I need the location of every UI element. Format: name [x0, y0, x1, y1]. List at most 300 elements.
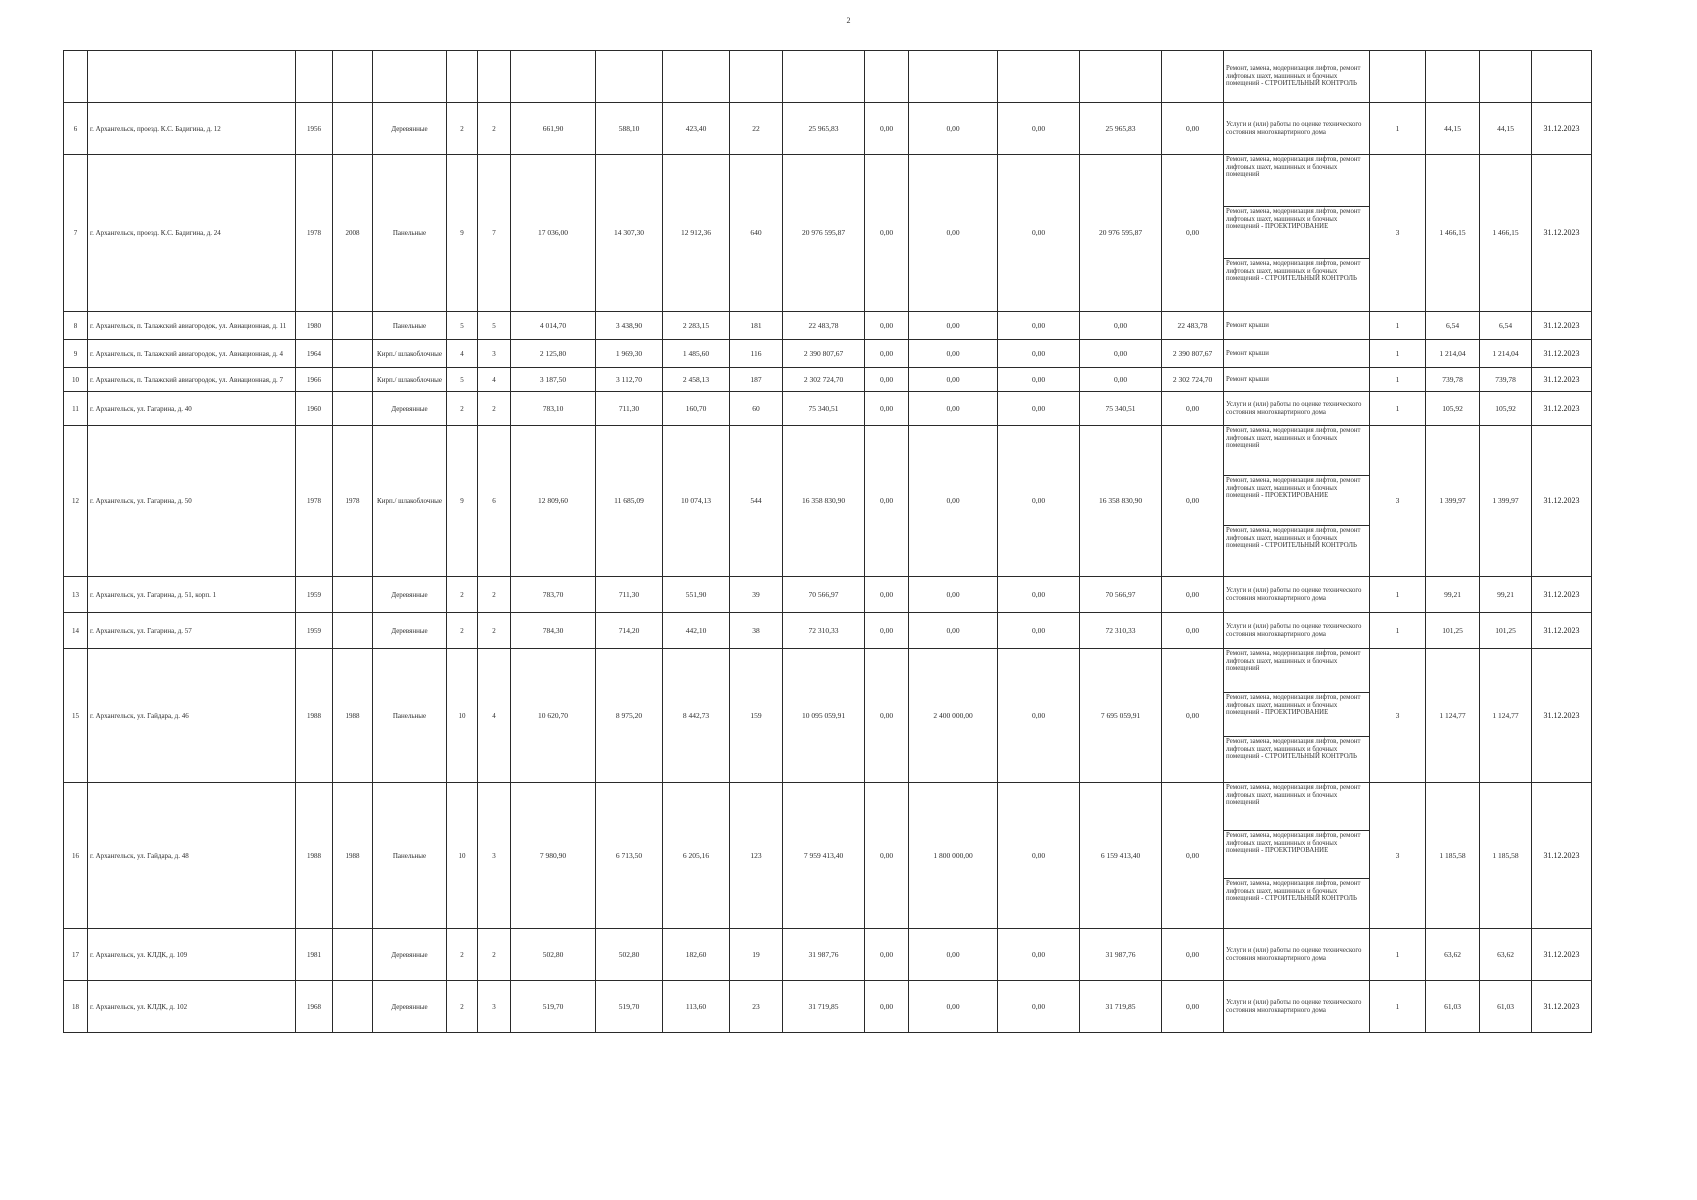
table-cell — [333, 340, 373, 368]
work-type-item: Ремонт, замена, модернизация лифтов, ремонт лифтовых шахт, машинных и блочных помещений - ПРОЕКТИРОВАНИЕ — [1224, 831, 1369, 879]
table-cell: 1 485,60 — [663, 340, 730, 368]
table-cell: 63,62 — [1480, 929, 1532, 981]
table-cell: 2 302 724,70 — [1162, 368, 1224, 392]
table-cell: 8 975,20 — [596, 649, 663, 783]
table-cell: 1 — [1370, 368, 1426, 392]
work-type-cell — [1224, 783, 1370, 929]
table-cell: 0,00 — [865, 340, 909, 368]
table-cell: 11 685,09 — [596, 426, 663, 577]
address-cell: г. Архангельск, ул. Гайдара, д. 48 — [88, 783, 296, 929]
table-cell: 44,15 — [1480, 103, 1532, 155]
address-cell: г. Архангельск, проезд. К.С. Бадигина, д. 24 — [88, 155, 296, 312]
work-type-cell — [1224, 312, 1370, 340]
table-cell: 0,00 — [865, 981, 909, 1033]
table-cell: 2 — [447, 103, 478, 155]
table-cell: 2 — [478, 929, 511, 981]
table-cell: 0,00 — [1162, 783, 1224, 929]
deadline-cell: 31.12.2023 — [1532, 392, 1592, 426]
table-row — [64, 613, 1592, 649]
table-cell: 423,40 — [663, 103, 730, 155]
table-cell: 5 — [447, 368, 478, 392]
table-cell: 0,00 — [1162, 392, 1224, 426]
table-row — [64, 340, 1592, 368]
table-cell — [730, 51, 783, 103]
table-row — [64, 312, 1592, 340]
table-cell: 0,00 — [865, 577, 909, 613]
table-cell: 5 — [447, 312, 478, 340]
table-cell: 17 — [64, 929, 88, 981]
table-cell: 1 — [1370, 103, 1426, 155]
table-cell: 0,00 — [865, 312, 909, 340]
table-cell: 3 — [1370, 155, 1426, 312]
table-cell — [333, 51, 373, 103]
table-cell: 10 095 059,91 — [783, 649, 865, 783]
table-cell: 2 — [447, 392, 478, 426]
table-cell: 0,00 — [1162, 613, 1224, 649]
table-cell: 4 014,70 — [511, 312, 596, 340]
table-cell: 0,00 — [909, 929, 998, 981]
table-cell: 711,30 — [596, 577, 663, 613]
table-cell: 0,00 — [909, 368, 998, 392]
work-type-item: Ремонт, замена, модернизация лифтов, ремонт лифтовых шахт, машинных и блочных помещений — [1224, 155, 1369, 207]
work-type-cell — [1224, 613, 1370, 649]
work-type-item: Ремонт, замена, модернизация лифтов, ремонт лифтовых шахт, машинных и блочных помещений - СТРОИТЕЛЬНЫЙ КОНТРОЛЬ — [1226, 527, 1361, 549]
table-cell: 6 205,16 — [663, 783, 730, 929]
address-cell: г. Архангельск, п. Талажский авиагородок, ул. Авиационная, д. 4 — [88, 340, 296, 368]
work-type-cell — [1224, 340, 1370, 368]
table-cell: 15 — [64, 649, 88, 783]
table-cell — [783, 51, 865, 103]
table-cell: 1 466,15 — [1426, 155, 1480, 312]
table-cell: 16 358 830,90 — [783, 426, 865, 577]
table-cell: 2 — [447, 981, 478, 1033]
address-cell: г. Архангельск, ул. Гайдара, д. 46 — [88, 649, 296, 783]
table-cell: 1956 — [296, 103, 333, 155]
table-cell: 23 — [730, 981, 783, 1033]
table-cell: 1988 — [333, 649, 373, 783]
work-type-item: Ремонт крыши — [1226, 349, 1269, 357]
table-cell: 3 — [1370, 426, 1426, 577]
table-cell: 20 976 595,87 — [783, 155, 865, 312]
table-cell: 3 438,90 — [596, 312, 663, 340]
table-cell: 739,78 — [1480, 368, 1532, 392]
table-cell: 70 566,97 — [1080, 577, 1162, 613]
table-cell — [64, 51, 88, 103]
table-cell: 2 — [478, 392, 511, 426]
table-cell: 4 — [478, 649, 511, 783]
table-cell: 714,20 — [596, 613, 663, 649]
table-cell: 1960 — [296, 392, 333, 426]
address-cell: г. Архангельск, ул. Гагарина, д. 50 — [88, 426, 296, 577]
table-cell: 1964 — [296, 340, 333, 368]
table-cell: 101,25 — [1480, 613, 1532, 649]
work-type-item: Ремонт, замена, модернизация лифтов, ремонт лифтовых шахт, машинных и блочных помещений — [1224, 426, 1369, 476]
table-cell: 0,00 — [865, 613, 909, 649]
work-type-item: Ремонт, замена, модернизация лифтов, ремонт лифтовых шахт, машинных и блочных помещений - СТРОИТЕЛЬНЫЙ КОНТРОЛЬ — [1226, 65, 1361, 88]
work-type-item: Ремонт, замена, модернизация лифтов, ремонт лифтовых шахт, машинных и блочных помещений - ПРОЕКТИРОВАНИЕ — [1224, 207, 1369, 259]
table-cell: 784,30 — [511, 613, 596, 649]
table-cell: 0,00 — [998, 392, 1080, 426]
table-cell: 3 — [1370, 783, 1426, 929]
table-cell: 31 987,76 — [1080, 929, 1162, 981]
table-cell: 0,00 — [998, 426, 1080, 577]
page-number: 2 — [846, 16, 851, 25]
table-cell: 783,70 — [511, 577, 596, 613]
table-cell — [373, 51, 447, 103]
table-cell: 661,90 — [511, 103, 596, 155]
table-cell: Панельные — [373, 649, 447, 783]
table-cell: 1 — [1370, 340, 1426, 368]
table-cell: 0,00 — [998, 577, 1080, 613]
table-cell: 25 965,83 — [1080, 103, 1162, 155]
table-cell: 16 358 830,90 — [1080, 426, 1162, 577]
table-cell: 2 — [478, 613, 511, 649]
table-cell: 0,00 — [1162, 981, 1224, 1033]
work-type-cell — [1224, 649, 1370, 783]
table-cell: 2 — [447, 929, 478, 981]
table-cell: 22 483,78 — [1162, 312, 1224, 340]
table-cell: 61,03 — [1426, 981, 1480, 1033]
table-cell: 6 713,50 — [596, 783, 663, 929]
table-cell: 60 — [730, 392, 783, 426]
table-cell: 1 214,04 — [1480, 340, 1532, 368]
table-cell — [1426, 51, 1480, 103]
deadline-cell — [1532, 51, 1592, 103]
work-type-item: Ремонт, замена, модернизация лифтов, ремонт лифтовых шахт, машинных и блочных помещений — [1224, 649, 1369, 693]
table-cell: 105,92 — [1426, 392, 1480, 426]
table-cell: 9 — [447, 426, 478, 577]
table-cell: 1 124,77 — [1480, 649, 1532, 783]
table-cell: 519,70 — [596, 981, 663, 1033]
work-type-cell — [1224, 155, 1370, 312]
table-cell: 105,92 — [1480, 392, 1532, 426]
deadline-cell: 31.12.2023 — [1532, 981, 1592, 1033]
table-cell: 1 — [1370, 577, 1426, 613]
table-cell: 4 — [447, 340, 478, 368]
table-cell: 0,00 — [1162, 426, 1224, 577]
table-cell: 10 — [447, 783, 478, 929]
deadline-cell: 31.12.2023 — [1532, 340, 1592, 368]
table-cell: Деревянные — [373, 577, 447, 613]
table-cell: 519,70 — [511, 981, 596, 1033]
work-type-item: Ремонт, замена, модернизация лифтов, ремонт лифтовых шахт, машинных и блочных помещений - ПРОЕКТИРОВАНИЕ — [1224, 476, 1369, 526]
table-cell: 2 — [478, 103, 511, 155]
table-cell: 16 — [64, 783, 88, 929]
table-row — [64, 981, 1592, 1033]
table-cell — [663, 51, 730, 103]
table-cell — [1370, 51, 1426, 103]
address-cell: г. Архангельск, ул. КЛДК, д. 109 — [88, 929, 296, 981]
table-cell: 4 — [478, 368, 511, 392]
table-cell: 7 — [64, 155, 88, 312]
table-cell: 8 — [64, 312, 88, 340]
table-cell: 123 — [730, 783, 783, 929]
table-cell: 44,15 — [1426, 103, 1480, 155]
deadline-cell: 31.12.2023 — [1532, 649, 1592, 783]
table-cell: 0,00 — [909, 981, 998, 1033]
deadline-cell: 31.12.2023 — [1532, 426, 1592, 577]
table-cell: 1 185,58 — [1426, 783, 1480, 929]
work-type-cell — [1224, 929, 1370, 981]
work-type-item: Ремонт, замена, модернизация лифтов, ремонт лифтовых шахт, машинных и блочных помещений - СТРОИТЕЛЬНЫЙ КОНТРОЛЬ — [1226, 880, 1361, 902]
table-cell: 10 074,13 — [663, 426, 730, 577]
work-type-item: Ремонт, замена, модернизация лифтов, ремонт лифтовых шахт, машинных и блочных помещений — [1224, 783, 1369, 831]
table-cell: 0,00 — [909, 577, 998, 613]
table-cell: 2 — [447, 613, 478, 649]
table-cell: 1959 — [296, 577, 333, 613]
address-cell: г. Архангельск, ул. Гагарина, д. 40 — [88, 392, 296, 426]
table-cell: 0,00 — [1162, 103, 1224, 155]
table-cell: 99,21 — [1426, 577, 1480, 613]
table-cell: 6 — [64, 103, 88, 155]
table-cell: 551,90 — [663, 577, 730, 613]
deadline-cell: 31.12.2023 — [1532, 103, 1592, 155]
table-cell: 20 976 595,87 — [1080, 155, 1162, 312]
table-cell: 1 969,30 — [596, 340, 663, 368]
table-cell — [333, 103, 373, 155]
table-cell — [865, 51, 909, 103]
table-cell: 3 — [478, 981, 511, 1033]
table-cell: Кирп./ шлакоблочные — [373, 426, 447, 577]
address-cell — [88, 51, 296, 103]
table-cell: 0,00 — [909, 613, 998, 649]
table-cell: 0,00 — [909, 392, 998, 426]
table-cell: 544 — [730, 426, 783, 577]
table-cell: 502,80 — [511, 929, 596, 981]
table-cell: 1 — [1370, 613, 1426, 649]
table-cell: 1 185,58 — [1480, 783, 1532, 929]
table-cell: 187 — [730, 368, 783, 392]
table-cell: 9 — [64, 340, 88, 368]
table-cell: 6 159 413,40 — [1080, 783, 1162, 929]
table-cell: 1 399,97 — [1480, 426, 1532, 577]
table-cell: 10 — [447, 649, 478, 783]
table-cell: 1988 — [296, 649, 333, 783]
table-cell: 0,00 — [865, 783, 909, 929]
table-row — [64, 426, 1592, 577]
address-cell: г. Архангельск, ул. Гагарина, д. 51, корп. 1 — [88, 577, 296, 613]
table-cell: 3 — [1370, 649, 1426, 783]
table-cell: 0,00 — [909, 312, 998, 340]
table-cell: 442,10 — [663, 613, 730, 649]
table-cell — [511, 51, 596, 103]
table-cell — [478, 51, 511, 103]
table-cell: 2 390 807,67 — [1162, 340, 1224, 368]
table-cell — [333, 981, 373, 1033]
table-cell: 7 959 413,40 — [783, 783, 865, 929]
table-cell: 18 — [64, 981, 88, 1033]
table-cell: Панельные — [373, 783, 447, 929]
table-cell: 0,00 — [998, 783, 1080, 929]
table-cell: 7 695 059,91 — [1080, 649, 1162, 783]
table-row — [64, 929, 1592, 981]
table-row — [64, 103, 1592, 155]
table-cell: Деревянные — [373, 981, 447, 1033]
table-cell: 2 125,80 — [511, 340, 596, 368]
table-cell: 10 620,70 — [511, 649, 596, 783]
work-type-item: Услуги и (или) работы по оценке технического состояния многоквартирного дома — [1226, 587, 1362, 602]
table-cell: 783,10 — [511, 392, 596, 426]
table-cell: Кирп./ шлакоблочные — [373, 340, 447, 368]
table-cell: 181 — [730, 312, 783, 340]
table-cell: 13 — [64, 577, 88, 613]
capital-repair-table — [63, 50, 1592, 1033]
table-cell: 101,25 — [1426, 613, 1480, 649]
table-cell: 1968 — [296, 981, 333, 1033]
table-cell: 17 036,00 — [511, 155, 596, 312]
table-cell: 14 307,30 — [596, 155, 663, 312]
table-cell: 61,03 — [1480, 981, 1532, 1033]
table-cell: 502,80 — [596, 929, 663, 981]
table-cell: Деревянные — [373, 392, 447, 426]
table-cell: 63,62 — [1426, 929, 1480, 981]
table-cell — [333, 392, 373, 426]
table-cell: 11 — [64, 392, 88, 426]
table-cell: 5 — [478, 312, 511, 340]
table-cell — [333, 613, 373, 649]
table-cell: 0,00 — [1162, 929, 1224, 981]
table-cell: 0,00 — [998, 929, 1080, 981]
table-cell: 1978 — [296, 155, 333, 312]
table-cell: 2 390 807,67 — [783, 340, 865, 368]
table-cell: 1966 — [296, 368, 333, 392]
table-cell: 2 283,15 — [663, 312, 730, 340]
table-cell: 588,10 — [596, 103, 663, 155]
table-cell — [1080, 51, 1162, 103]
table-cell: 22 483,78 — [783, 312, 865, 340]
table-cell: 1 800 000,00 — [909, 783, 998, 929]
table-cell: 3 — [478, 783, 511, 929]
table-cell — [333, 929, 373, 981]
table-cell — [596, 51, 663, 103]
address-cell: г. Архангельск, проезд. К.С. Бадигина, д. 12 — [88, 103, 296, 155]
table-cell: 31 719,85 — [783, 981, 865, 1033]
work-type-item: Ремонт, замена, модернизация лифтов, ремонт лифтовых шахт, машинных и блочных помещений - ПРОЕКТИРОВАНИЕ — [1224, 693, 1369, 737]
table-cell: 9 — [447, 155, 478, 312]
address-cell: г. Архангельск, п. Талажский авиагородок, ул. Авиационная, д. 7 — [88, 368, 296, 392]
table-cell: 1 — [1370, 392, 1426, 426]
table-cell: 0,00 — [909, 340, 998, 368]
table-row — [64, 577, 1592, 613]
table-cell: 0,00 — [998, 340, 1080, 368]
table-cell: Панельные — [373, 155, 447, 312]
table-cell — [333, 312, 373, 340]
table-cell: 75 340,51 — [1080, 392, 1162, 426]
table-cell — [296, 51, 333, 103]
table-cell: 12 — [64, 426, 88, 577]
table-row — [64, 51, 1592, 103]
table-cell: 160,70 — [663, 392, 730, 426]
table-cell: 0,00 — [1080, 368, 1162, 392]
table-cell: 0,00 — [909, 103, 998, 155]
table-row — [64, 155, 1592, 312]
table-cell: 2 400 000,00 — [909, 649, 998, 783]
work-type-item: Ремонт крыши — [1226, 375, 1269, 383]
table-row — [64, 368, 1592, 392]
table-cell: 6,54 — [1480, 312, 1532, 340]
table-cell: 1 — [1370, 929, 1426, 981]
table-cell: 8 442,73 — [663, 649, 730, 783]
table-cell: 2 458,13 — [663, 368, 730, 392]
table-cell: 22 — [730, 103, 783, 155]
table-cell: 31 719,85 — [1080, 981, 1162, 1033]
work-type-cell — [1224, 392, 1370, 426]
table-cell: 2 302 724,70 — [783, 368, 865, 392]
table-cell: 1 — [1370, 981, 1426, 1033]
table-cell: 72 310,33 — [783, 613, 865, 649]
table-cell: 0,00 — [1080, 340, 1162, 368]
table-cell: 739,78 — [1426, 368, 1480, 392]
table-cell — [1162, 51, 1224, 103]
table-cell: 0,00 — [909, 426, 998, 577]
table-cell: 1 214,04 — [1426, 340, 1480, 368]
table-cell: 2 — [447, 577, 478, 613]
table-cell: 1 124,77 — [1426, 649, 1480, 783]
table-cell: 72 310,33 — [1080, 613, 1162, 649]
work-type-cell — [1224, 368, 1370, 392]
address-cell: г. Архангельск, ул. КЛДК, д. 102 — [88, 981, 296, 1033]
work-type-item: Ремонт, замена, модернизация лифтов, ремонт лифтовых шахт, машинных и блочных помещений - СТРОИТЕЛЬНЫЙ КОНТРОЛЬ — [1226, 260, 1361, 282]
table-cell: 0,00 — [1162, 649, 1224, 783]
address-cell: г. Архангельск, п. Талажский авиагородок, ул. Авиационная, д. 11 — [88, 312, 296, 340]
table-cell: 0,00 — [865, 929, 909, 981]
table-cell: 1988 — [333, 783, 373, 929]
table-cell: 0,00 — [998, 312, 1080, 340]
table-cell: 6 — [478, 426, 511, 577]
table-cell: 6,54 — [1426, 312, 1480, 340]
table-cell: 39 — [730, 577, 783, 613]
table-row — [64, 392, 1592, 426]
table-cell: 0,00 — [865, 392, 909, 426]
table-cell: 2 — [478, 577, 511, 613]
table-cell — [333, 368, 373, 392]
table-cell: 3 187,50 — [511, 368, 596, 392]
table-cell: 12 809,60 — [511, 426, 596, 577]
table-cell: 14 — [64, 613, 88, 649]
work-type-item: Услуги и (или) работы по оценке технического состояния многоквартирного дома — [1226, 947, 1362, 962]
table-cell: 12 912,36 — [663, 155, 730, 312]
table-cell: 7 — [478, 155, 511, 312]
address-cell: г. Архангельск, ул. Гагарина, д. 57 — [88, 613, 296, 649]
deadline-cell: 31.12.2023 — [1532, 368, 1592, 392]
table-cell: Деревянные — [373, 613, 447, 649]
table-cell: 1978 — [333, 426, 373, 577]
table-cell: 0,00 — [998, 613, 1080, 649]
table-cell: 31 987,76 — [783, 929, 865, 981]
table-cell: 75 340,51 — [783, 392, 865, 426]
table-body — [64, 51, 1592, 1033]
table-cell: 19 — [730, 929, 783, 981]
table-cell: 1959 — [296, 613, 333, 649]
table-cell: 1981 — [296, 929, 333, 981]
table-cell: 38 — [730, 613, 783, 649]
work-type-cell — [1224, 981, 1370, 1033]
table-cell: 0,00 — [998, 368, 1080, 392]
deadline-cell: 31.12.2023 — [1532, 312, 1592, 340]
table-cell — [909, 51, 998, 103]
work-type-cell — [1224, 426, 1370, 577]
table-cell: 0,00 — [998, 649, 1080, 783]
work-type-item: Услуги и (или) работы по оценке технического состояния многоквартирного дома — [1226, 999, 1362, 1014]
work-type-item: Ремонт крыши — [1226, 321, 1269, 329]
table-cell: 0,00 — [998, 103, 1080, 155]
table-cell: 640 — [730, 155, 783, 312]
table-cell: 10 — [64, 368, 88, 392]
table-cell — [447, 51, 478, 103]
deadline-cell: 31.12.2023 — [1532, 577, 1592, 613]
table-cell: 1988 — [296, 783, 333, 929]
deadline-cell: 31.12.2023 — [1532, 929, 1592, 981]
